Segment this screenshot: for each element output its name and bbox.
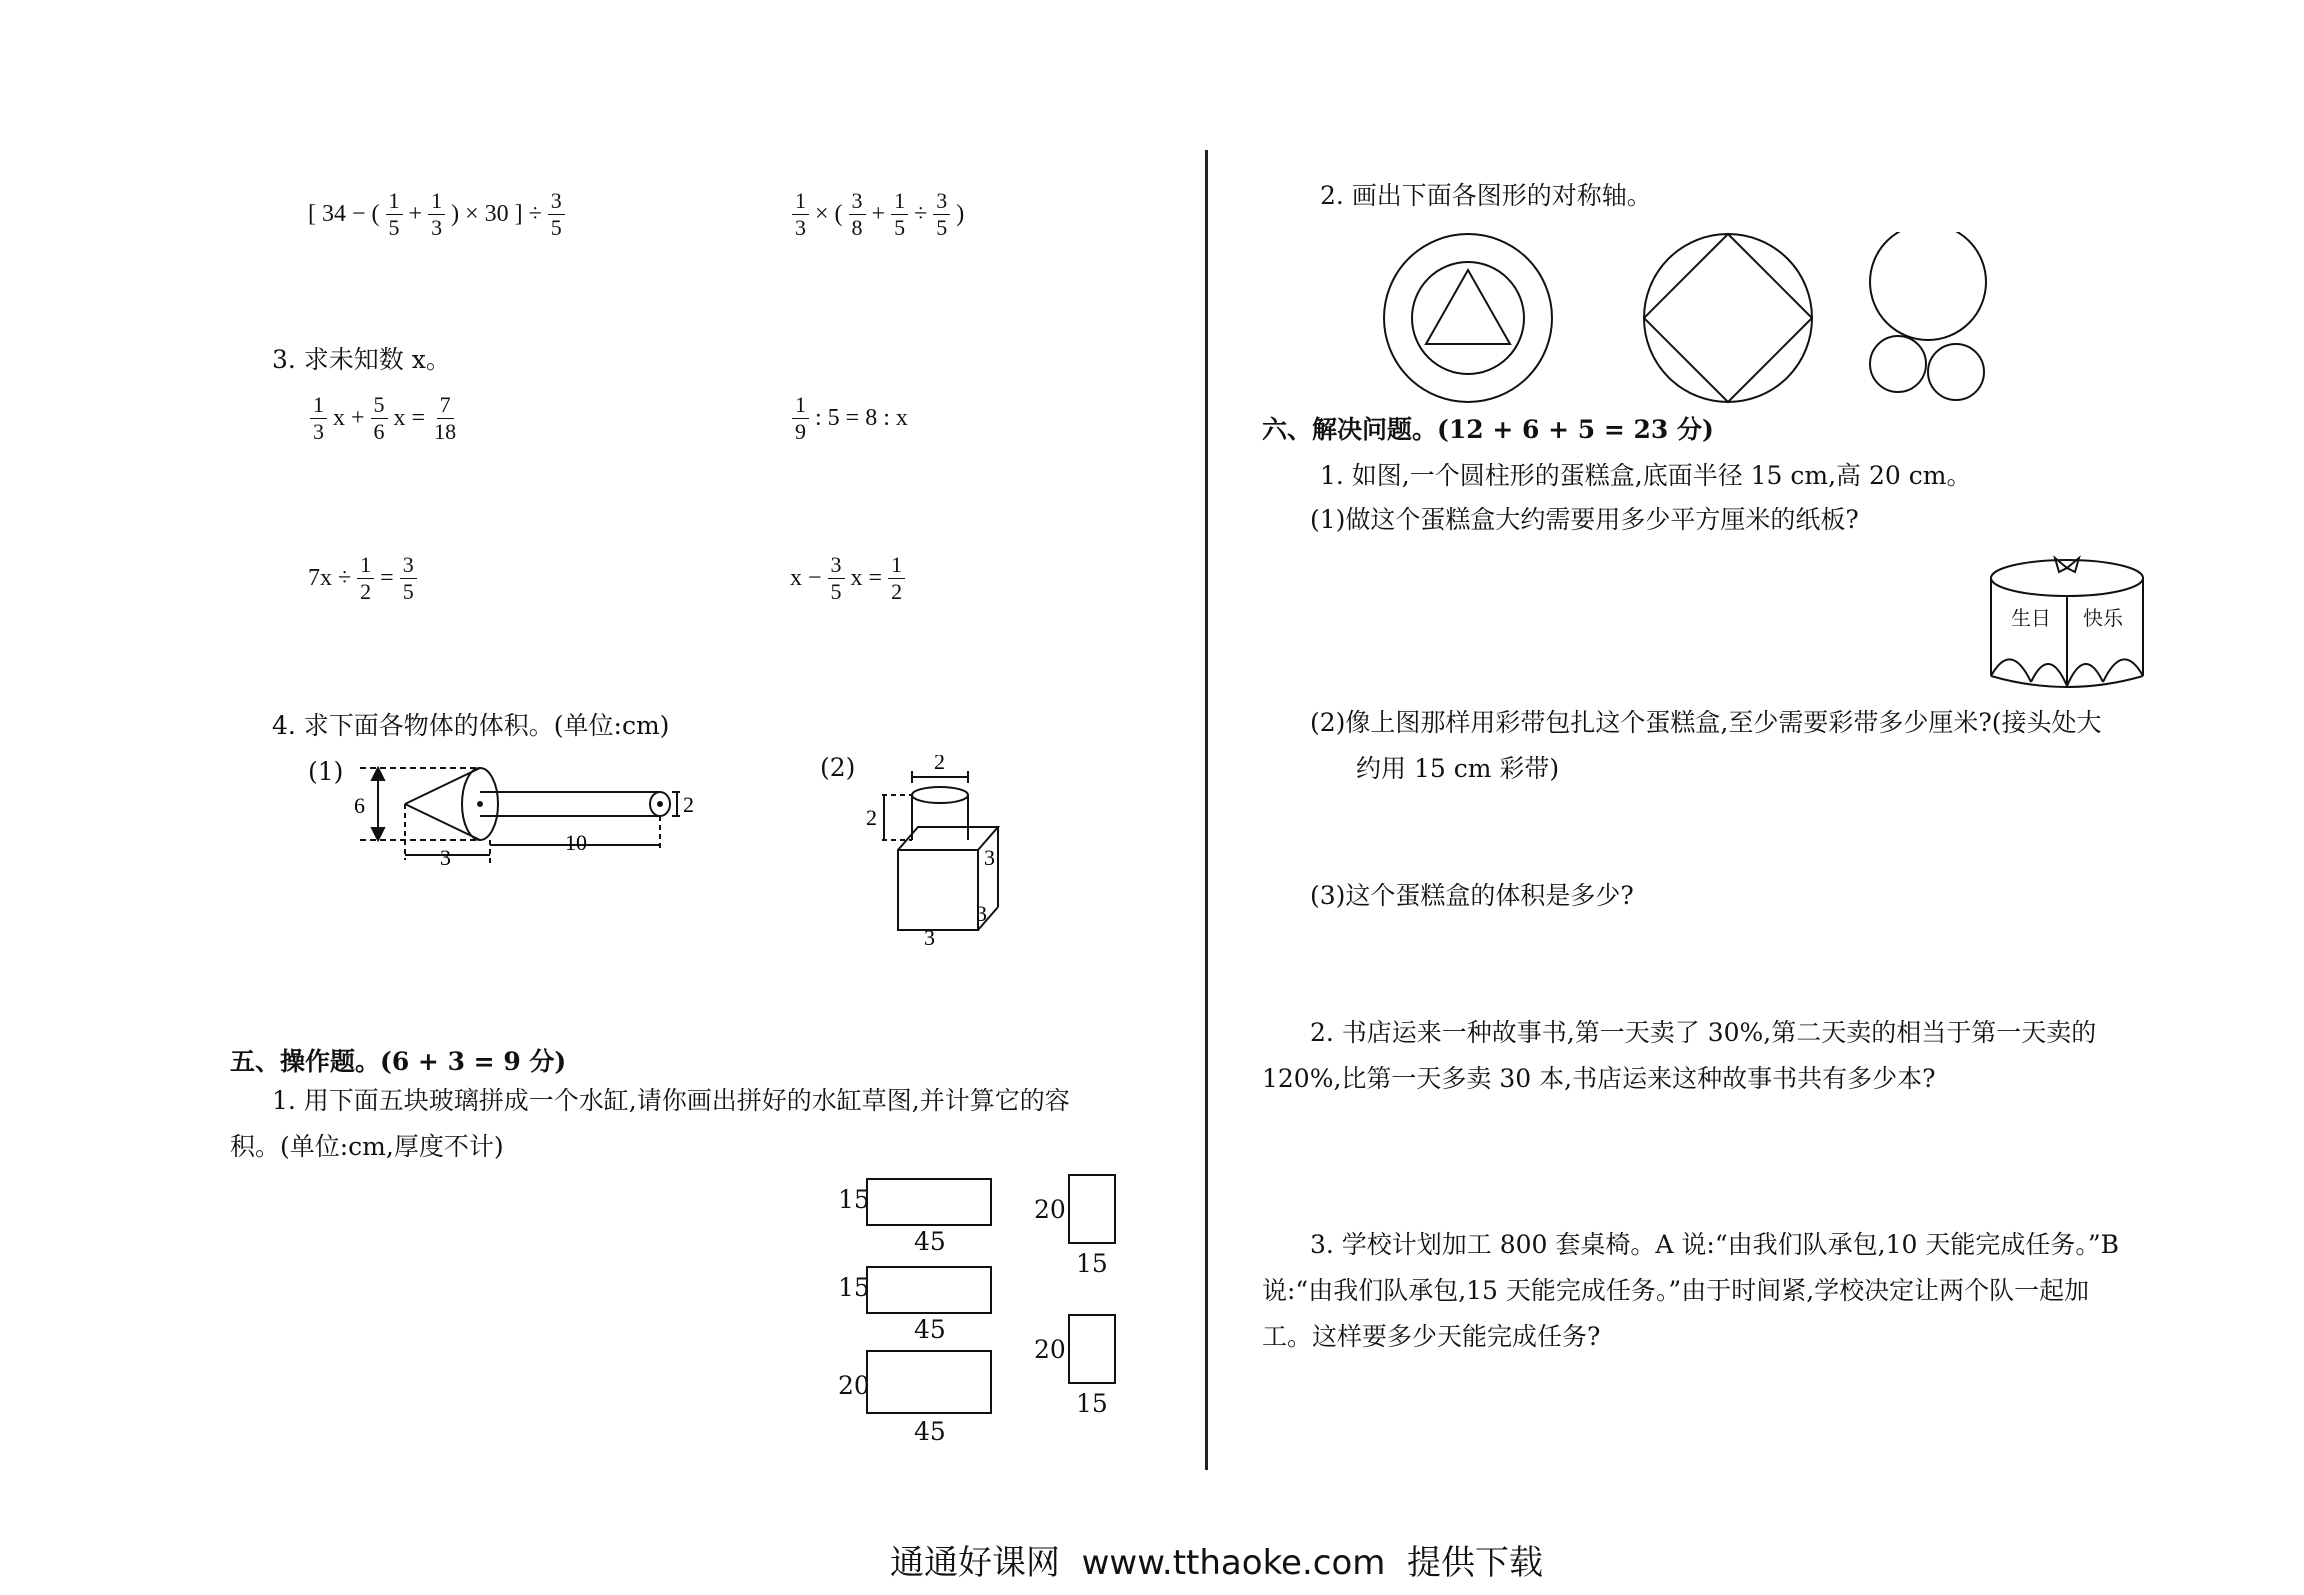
sec6-q2-line2: 120%,比第一天多卖 30 本,书店运来这种故事书共有多少本? [1262, 1064, 1936, 1093]
glass-height: 15 [838, 1185, 870, 1214]
dim-cube-h: 3 [984, 845, 995, 870]
cake-box-drawing [1985, 548, 2150, 698]
expr-text: × ( [815, 201, 843, 227]
big-circle [1870, 232, 1986, 340]
cake-text-1: 生日 [2011, 606, 2051, 630]
section-5-title: 五、操作题。(6 + 3 = 9 分) [230, 1047, 567, 1076]
q3-title: 3. 求未知数 x。 [272, 345, 451, 374]
sec6-q3-line1: 3. 学校计划加工 800 套桌椅。A 说:“由我们队承包,10 天能完成任务。”B [1310, 1230, 2119, 1259]
fraction: $\frac{1}{3}$ [310, 392, 327, 445]
expr-text: x = [393, 405, 426, 431]
triangle [1426, 270, 1510, 344]
expr-text: : 5 = 8 : x [815, 405, 908, 431]
fraction: $\frac{1}{5}$ [386, 188, 403, 241]
sec6-q1c: (3)这个蛋糕盒的体积是多少? [1310, 881, 1634, 910]
glass-height: 15 [838, 1273, 870, 1302]
fraction: $\frac{3}{5}$ [400, 552, 417, 605]
dim-cone: 3 [440, 845, 451, 870]
equation-4 [790, 552, 907, 605]
small-circle-left [1870, 336, 1926, 392]
glass-rect [866, 1266, 992, 1314]
sec5-q1-line2: 积。(单位:cm,厚度不计) [230, 1132, 504, 1161]
glass-rect [1068, 1174, 1116, 1244]
fraction: $\frac{5}{6}$ [371, 392, 388, 445]
section-6-title: 六、解决问题。(12 + 6 + 5 = 23 分) [1262, 415, 1714, 444]
sec6-q1b-line2: 约用 15 cm 彩带) [1356, 754, 1560, 783]
inner-circle [1412, 262, 1524, 374]
glass-width: 45 [914, 1417, 946, 1446]
right-q2-title: 2. 画出下面各图形的对称轴。 [1320, 181, 1652, 210]
dim-cyl-h: 2 [866, 805, 877, 830]
glass-rect [1068, 1314, 1116, 1384]
expr-text: x = [850, 565, 883, 591]
glass-width: 45 [914, 1227, 946, 1256]
cylinder-cube-figure [860, 755, 1010, 945]
sec6-q1: 1. 如图,一个圆柱形的蛋糕盒,底面半径 15 cm,高 20 cm。 [1320, 461, 1972, 490]
fraction: $\frac{1}{2}$ [357, 552, 374, 605]
outer-circle [1384, 234, 1552, 402]
equation-1 [308, 392, 461, 445]
expr-text: x − [790, 565, 822, 591]
sec6-q2-line1: 2. 书店运来一种故事书,第一天卖了 30%,第二天卖的相当于第一天卖的 [1310, 1018, 2097, 1047]
glass-height: 20 [1034, 1195, 1066, 1224]
dim-cube-w: 3 [924, 925, 935, 945]
fraction: $\frac{3}{5}$ [828, 552, 845, 605]
expr-text: ) [956, 201, 965, 227]
expr-text: 7x ÷ [308, 565, 352, 591]
glass-width: 15 [1076, 1389, 1108, 1418]
dim-d: 2 [683, 792, 694, 817]
fraction: $\frac{3}{8}$ [849, 188, 866, 241]
expr-text: + [871, 201, 886, 227]
figure-2-label: (2) [820, 753, 856, 782]
sec6-q2 [1262, 1010, 2162, 1102]
small-circle-right [1928, 344, 1984, 400]
cone-cylinder-figure [350, 750, 710, 880]
expr-text: x + [333, 405, 365, 431]
fraction: $\frac{1}{5}$ [891, 188, 908, 241]
fraction: $\frac{3}{5}$ [933, 188, 950, 241]
q4-title: 4. 求下面各物体的体积。(单位:cm) [272, 711, 670, 740]
glass-width: 45 [914, 1315, 946, 1344]
expr-text: + [408, 201, 423, 227]
sec6-q1a: (1)做这个蛋糕盒大约需要用多少平方厘米的纸板? [1310, 505, 1859, 534]
glass-rect [866, 1350, 992, 1414]
sec6-q1b-line1: (2)像上图那样用彩带包扎这个蛋糕盒,至少需要彩带多少厘米?(接头处大 [1310, 708, 2102, 737]
fraction: $\frac{1}{3}$ [792, 188, 809, 241]
sec6-q3-line2: 说:“由我们队承包,15 天能完成任务。”由于时间紧,学校决定让两个队一起加 [1262, 1276, 2090, 1305]
fraction: $\frac{3}{5}$ [548, 188, 565, 241]
expr-text: = [380, 565, 394, 591]
glass-height: 20 [838, 1371, 870, 1400]
fraction: $\frac{1}{3}$ [428, 188, 445, 241]
fraction: $\frac{7}{18}$ [434, 392, 457, 444]
dim-cube-d: 3 [976, 901, 987, 926]
figure-1-label: (1) [308, 757, 344, 786]
expr-text: ÷ [914, 201, 928, 227]
footer-credit: 通通好课网 www.tthaoke.com 提供下载 [890, 1543, 1544, 1583]
column-divider [1205, 150, 1208, 1470]
equation-2 [790, 392, 908, 445]
dim-height: 6 [354, 793, 365, 818]
fraction: $\frac{1}{2}$ [888, 552, 905, 605]
equation-3 [308, 552, 419, 605]
sec6-q3 [1262, 1222, 2162, 1360]
expr-text: [ 34 − ( [308, 201, 380, 227]
cake-text-2: 快乐 [2083, 606, 2123, 630]
sec5-q1 [230, 1078, 1130, 1170]
cake-box-figure [1985, 548, 2150, 698]
dim-top: 2 [934, 755, 945, 774]
glass-width: 15 [1076, 1249, 1108, 1278]
fraction: $\frac{1}{9}$ [792, 392, 809, 445]
expression-b [790, 188, 964, 241]
sec6-q1b [1310, 700, 2210, 792]
sec6-q3-line3: 工。这样要多少天能完成任务? [1262, 1322, 1601, 1351]
dim-cyl: 10 [565, 830, 587, 855]
expression-a [308, 188, 567, 241]
symmetry-figures [1380, 232, 2060, 412]
square-circle [1644, 234, 1812, 402]
expr-text: ) × 30 ] ÷ [451, 201, 542, 227]
sec5-q1-line1: 1. 用下面五块玻璃拼成一个水缸,请你画出拼好的水缸草图,并计算它的容 [272, 1086, 1070, 1115]
glass-height: 20 [1034, 1335, 1066, 1364]
glass-rect [866, 1178, 992, 1226]
